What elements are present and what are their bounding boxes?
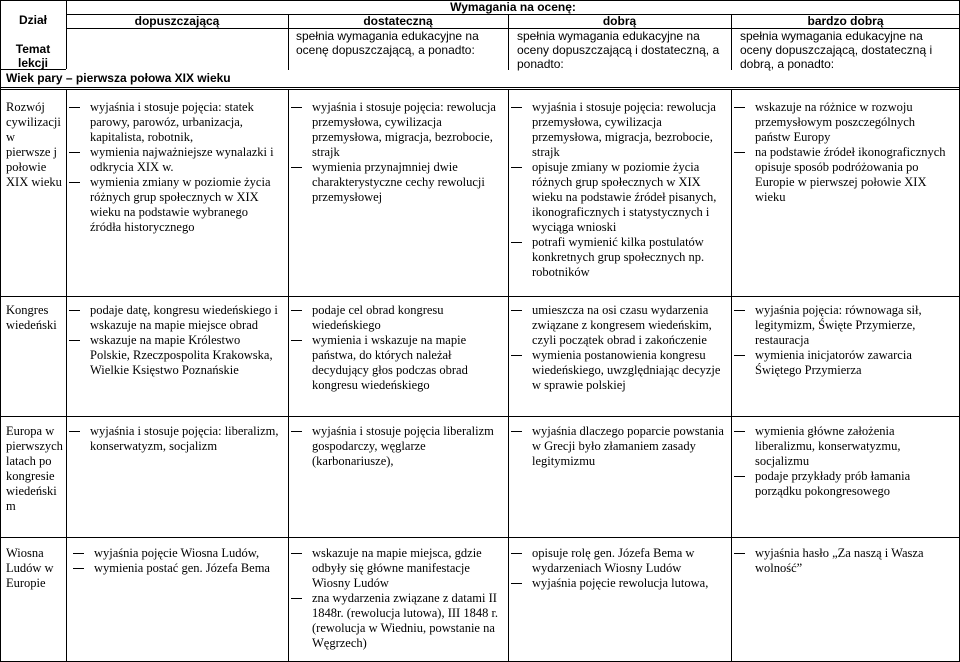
requirements-cell <box>66 424 280 454</box>
requirement-item: wskazuje na mapie miejsca, gdzie odbyły się główne manifestacje Wiosny Ludów <box>288 546 502 591</box>
requirement-item: opisuje zmiany w poziomie życia różnych grup społecznych w XIX wieku na podstawie źródeł pisanych, ikonograficznych i statystycznych i wyciąga wnioski <box>508 160 722 235</box>
requirements-cell <box>731 424 953 499</box>
requirements-cell <box>731 100 953 205</box>
requirements-cell <box>66 100 280 235</box>
grade-dopuszczajaca: dopuszczającą <box>134 14 220 28</box>
requirement-item: wymienia i wskazuje na mapie państwa, do których należał decydujący głos podczas obrad kongresu wiedeńskiego <box>288 333 498 393</box>
grid-line <box>0 537 960 538</box>
requirement-item: zna wydarzenia związane z datami II 1848r. (rewolucja lutowa), III 1848 r. (rewolucja w Wiedniu, powstanie na Węgrzech) <box>288 591 502 651</box>
requirement-item: podaje cel obrad kongresu wiedeńskiego <box>288 303 498 333</box>
requirement-item: wskazuje na różnice w rozwoju przemysłowym poszczególnych państw Europy <box>731 100 953 145</box>
requirement-item: wymienia zmiany w poziomie życia różnych grup społecznych w XIX wieku na podstawie wybranego źródła historycznego <box>66 175 280 235</box>
requirement-item: wyjaśnia dlaczego poparcie powstania w Grecji było złamaniem zasady legitymizmu <box>508 424 728 469</box>
requirement-item: wskazuje na mapie Królestwo Polskie, Rzeczpospolita Krakowska, Wielkie Księstwo Poznańskie <box>66 333 280 378</box>
column-header-temat: Temat <box>15 42 51 56</box>
grade-dostateczna: dostateczną <box>363 14 433 28</box>
requirements-cell <box>288 100 498 205</box>
requirement-item: podaje przykłady prób łamania porządku pokongresowego <box>731 469 953 499</box>
requirement-item: wymienia główne założenia liberalizmu, konserwatyzmu, socjalizmu <box>731 424 953 469</box>
requirement-item: wymienia postanowienia kongresu wiedeńskiego, uwzględniając decyzje w sprawie polskiej <box>508 348 722 393</box>
requirements-cell <box>70 546 282 576</box>
grade-dobra: dobrą <box>602 14 637 28</box>
grid-line <box>0 89 960 90</box>
requirement-item: podaje datę, kongresu wiedeńskiego i wskazuje na mapie miejsce obrad <box>66 303 280 333</box>
requirements-cell <box>288 546 502 651</box>
grid-line <box>0 0 1 662</box>
requirement-item: wyjaśnia i stosuje pojęcia liberalizm gospodarczy, węglarze (karbonariusze), <box>288 424 502 469</box>
requirements-cell <box>508 303 722 393</box>
requirements-cell <box>288 424 502 469</box>
requirements-cell <box>731 546 953 576</box>
requirement-item: wyjaśnia i stosuje pojęcia: liberalizm, konserwatyzm, socjalizm <box>66 424 280 454</box>
requirements-cell <box>508 100 722 280</box>
requirement-item: wyjaśnia i stosuje pojęcia: rewolucja przemysłowa, cywilizacja przemysłowa, migracja, bezrobocie, strajk <box>288 100 498 160</box>
topic-cell: Wiosna Ludów w Europie <box>6 546 54 590</box>
requirement-item: wyjaśnia hasło „Za naszą i Wasza wolność” <box>731 546 953 576</box>
requirement-item: umieszcza na osi czasu wydarzenia związane z kongresem wiedeńskim, czyli początek obrad i zakończenie <box>508 303 722 348</box>
requirement-item: wymienia inicjatorów zawarcia Świętego Przymierza <box>731 348 953 378</box>
requirement-item: wymienia najważniejsze wynalazki i odkrycia XIX w. <box>66 145 280 175</box>
grade-description: spełnia wymagania edukacyjne na ocenę dopuszczającą, a ponadto: <box>296 29 479 57</box>
requirements-cell <box>66 303 280 378</box>
topic-cell: Kongres wiedeński <box>6 303 57 332</box>
requirement-item: wymienia przynajmniej dwie charakterystyczne cechy rewolucji przemysłowej <box>288 160 498 205</box>
requirement-item: na podstawie źródeł ikonograficznych opisuje sposób podróżowania po Europie w pierwszej połowie XIX wieku <box>731 145 953 205</box>
requirements-cell <box>508 424 728 469</box>
requirement-item: wyjaśnia i stosuje pojęcia: statek parowy, parowóz, urbanizacja, kapitalista, robotnik, <box>66 100 280 145</box>
column-header-dzial: Dział <box>18 13 47 27</box>
requirement-item: opisuje rolę gen. Józefa Bema w wydarzeniach Wiosny Ludów <box>508 546 722 576</box>
grid-line <box>0 416 960 417</box>
requirements-heading: Wymagania na ocenę: <box>450 0 576 14</box>
epoch-title: Wiek pary – pierwsza połowa XIX wieku <box>6 71 231 85</box>
requirement-item: wyjaśnia pojęcie Wiosna Ludów, <box>70 546 282 561</box>
topic-cell: Rozwój cywilizacji w pierwsze j połowie XIX wieku <box>6 100 62 189</box>
requirement-item: potrafi wymienić kilka postulatów konkretnych grup społecznych np. robotników <box>508 235 722 280</box>
requirement-item: wyjaśnia i stosuje pojęcia: rewolucja przemysłowa, cywilizacja przemysłowa, migracja, bezrobocie, strajk <box>508 100 722 160</box>
grid-line <box>0 296 960 297</box>
topic-cell: Europa w pierwszych latach po kongresie wiedeński m <box>6 424 63 513</box>
requirements-cell <box>288 303 498 393</box>
requirements-cell <box>731 303 953 378</box>
requirement-item: wyjaśnia pojęcia: równowaga sił, legitymizm, Święte Przymierze, restauracja <box>731 303 953 348</box>
requirements-cell <box>508 546 722 591</box>
requirement-item: wyjaśnia pojęcie rewolucja lutowa, <box>508 576 722 591</box>
grid-line <box>0 87 960 88</box>
column-header-lekcji: lekcji <box>17 56 49 70</box>
grade-description: spełnia wymagania edukacyjne na oceny dopuszczającą i dostateczną, a ponadto: <box>517 29 720 71</box>
requirement-item: wymienia postać gen. Józefa Bema <box>70 561 282 576</box>
grade-description: spełnia wymagania edukacyjne na oceny dopuszczającą, dostateczną i dobrą, a ponadto: <box>740 29 933 71</box>
grade-bardzo-dobra: bardzo dobrą <box>807 14 884 28</box>
